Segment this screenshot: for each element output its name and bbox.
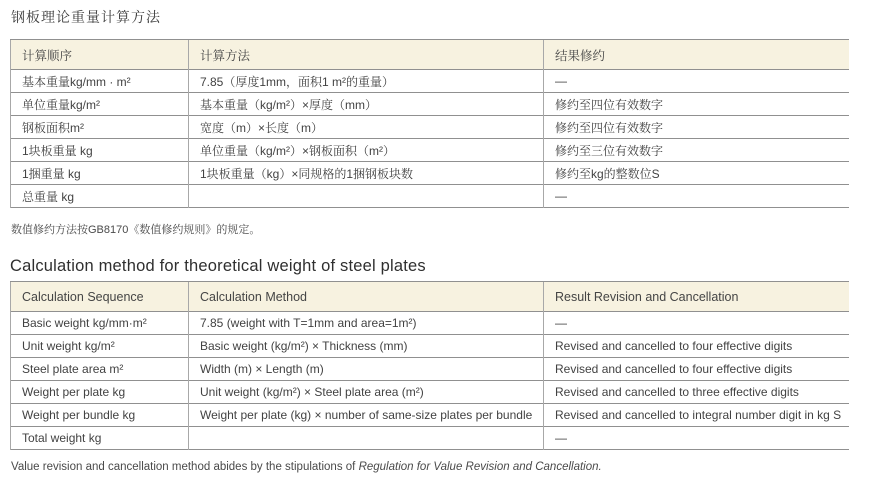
- table-row: [11, 404, 849, 427]
- table-cell: Weight per plate (kg) × number of same-size plates per bundle: [189, 404, 544, 427]
- en-footnote: [11, 460, 877, 474]
- table-cell: [189, 185, 544, 208]
- en-weight-calculation-table: [10, 281, 849, 450]
- table-row: [11, 358, 849, 381]
- table-cell: 修约至三位有效数字: [544, 139, 849, 162]
- table-row: [11, 139, 849, 162]
- table-row: [11, 93, 849, 116]
- table-row: [11, 70, 849, 93]
- table-row: [11, 381, 849, 404]
- table-cell: —: [544, 312, 849, 335]
- table-cell: 7.85 (weight with T=1mm and area=1m²): [189, 312, 544, 335]
- cn-footnote: 数值修约方法按GB8170《数值修约规则》的规定。: [11, 224, 261, 236]
- table-row: [11, 162, 849, 185]
- table-cell: Revised and cancelled to four effective digits: [544, 335, 849, 358]
- table-cell: Revised and cancelled to four effective digits: [544, 358, 849, 381]
- en-column-header-result-revision: Result Revision and Cancellation: [544, 282, 849, 312]
- cn-section-title: 钢板理论重量计算方法: [11, 9, 161, 25]
- table-cell: Weight per bundle kg: [11, 404, 189, 427]
- table-cell: 单位重量（kg/m²）×钢板面积（m²）: [189, 139, 544, 162]
- table-cell: 基本重量（kg/m²）×厚度（mm）: [189, 93, 544, 116]
- table-cell: Basic weight (kg/m²) × Thickness (mm): [189, 335, 544, 358]
- table-cell: [189, 427, 544, 450]
- table-cell: 宽度（m）×长度（m）: [189, 116, 544, 139]
- cn-column-header-calculation-method: 计算方法: [189, 40, 544, 70]
- table-cell: 基本重量kg/mm · m²: [11, 70, 189, 93]
- table-row: [11, 185, 849, 208]
- cn-table-header-row: [11, 40, 849, 70]
- table-cell: 1捆重量 kg: [11, 162, 189, 185]
- table-cell: 1块板重量（kg）×同规格的1捆钢板块数: [189, 162, 544, 185]
- table-cell: Revised and cancelled to integral number digit in kg S: [544, 404, 849, 427]
- table-cell: 总重量 kg: [11, 185, 189, 208]
- table-cell: 钢板面积m²: [11, 116, 189, 139]
- table-cell: —: [544, 185, 849, 208]
- table-cell: 1块板重量 kg: [11, 139, 189, 162]
- table-cell: Width (m) × Length (m): [189, 358, 544, 381]
- table-row: [11, 312, 849, 335]
- cn-column-header-calculation-sequence: 计算顺序: [11, 40, 189, 70]
- en-footnote-regulation-title: Regulation for Value Revision and Cancellation.: [358, 461, 602, 473]
- cn-column-header-result-revision: 结果修约: [544, 40, 849, 70]
- table-row: [11, 116, 849, 139]
- table-row: [11, 427, 849, 450]
- en-section-title: Calculation method for theoretical weight of steel plates: [10, 257, 426, 275]
- cn-weight-calculation-table: [10, 39, 849, 208]
- table-cell: Steel plate area m²: [11, 358, 189, 381]
- en-table-header-row: [11, 282, 849, 312]
- en-footnote-text: Value revision and cancellation method abides by the stipulations of: [11, 461, 359, 473]
- table-row: [11, 335, 849, 358]
- table-cell: 单位重量kg/m²: [11, 93, 189, 116]
- table-cell: 修约至四位有效数字: [544, 93, 849, 116]
- table-cell: Basic weight kg/mm·m²: [11, 312, 189, 335]
- table-cell: —: [544, 70, 849, 93]
- table-cell: —: [544, 427, 849, 450]
- table-cell: 7.85（厚度1mm，面积1 m²的重量）: [189, 70, 544, 93]
- table-cell: Revised and cancelled to three effective digits: [544, 381, 849, 404]
- en-column-header-calculation-sequence: Calculation Sequence: [11, 282, 189, 312]
- table-cell: Unit weight (kg/m²) × Steel plate area (m²): [189, 381, 544, 404]
- en-column-header-calculation-method: Calculation Method: [189, 282, 544, 312]
- table-cell: Total weight kg: [11, 427, 189, 450]
- table-cell: Unit weight kg/m²: [11, 335, 189, 358]
- table-cell: Weight per plate kg: [11, 381, 189, 404]
- table-cell: 修约至四位有效数字: [544, 116, 849, 139]
- table-cell: 修约至kg的整数位S: [544, 162, 849, 185]
